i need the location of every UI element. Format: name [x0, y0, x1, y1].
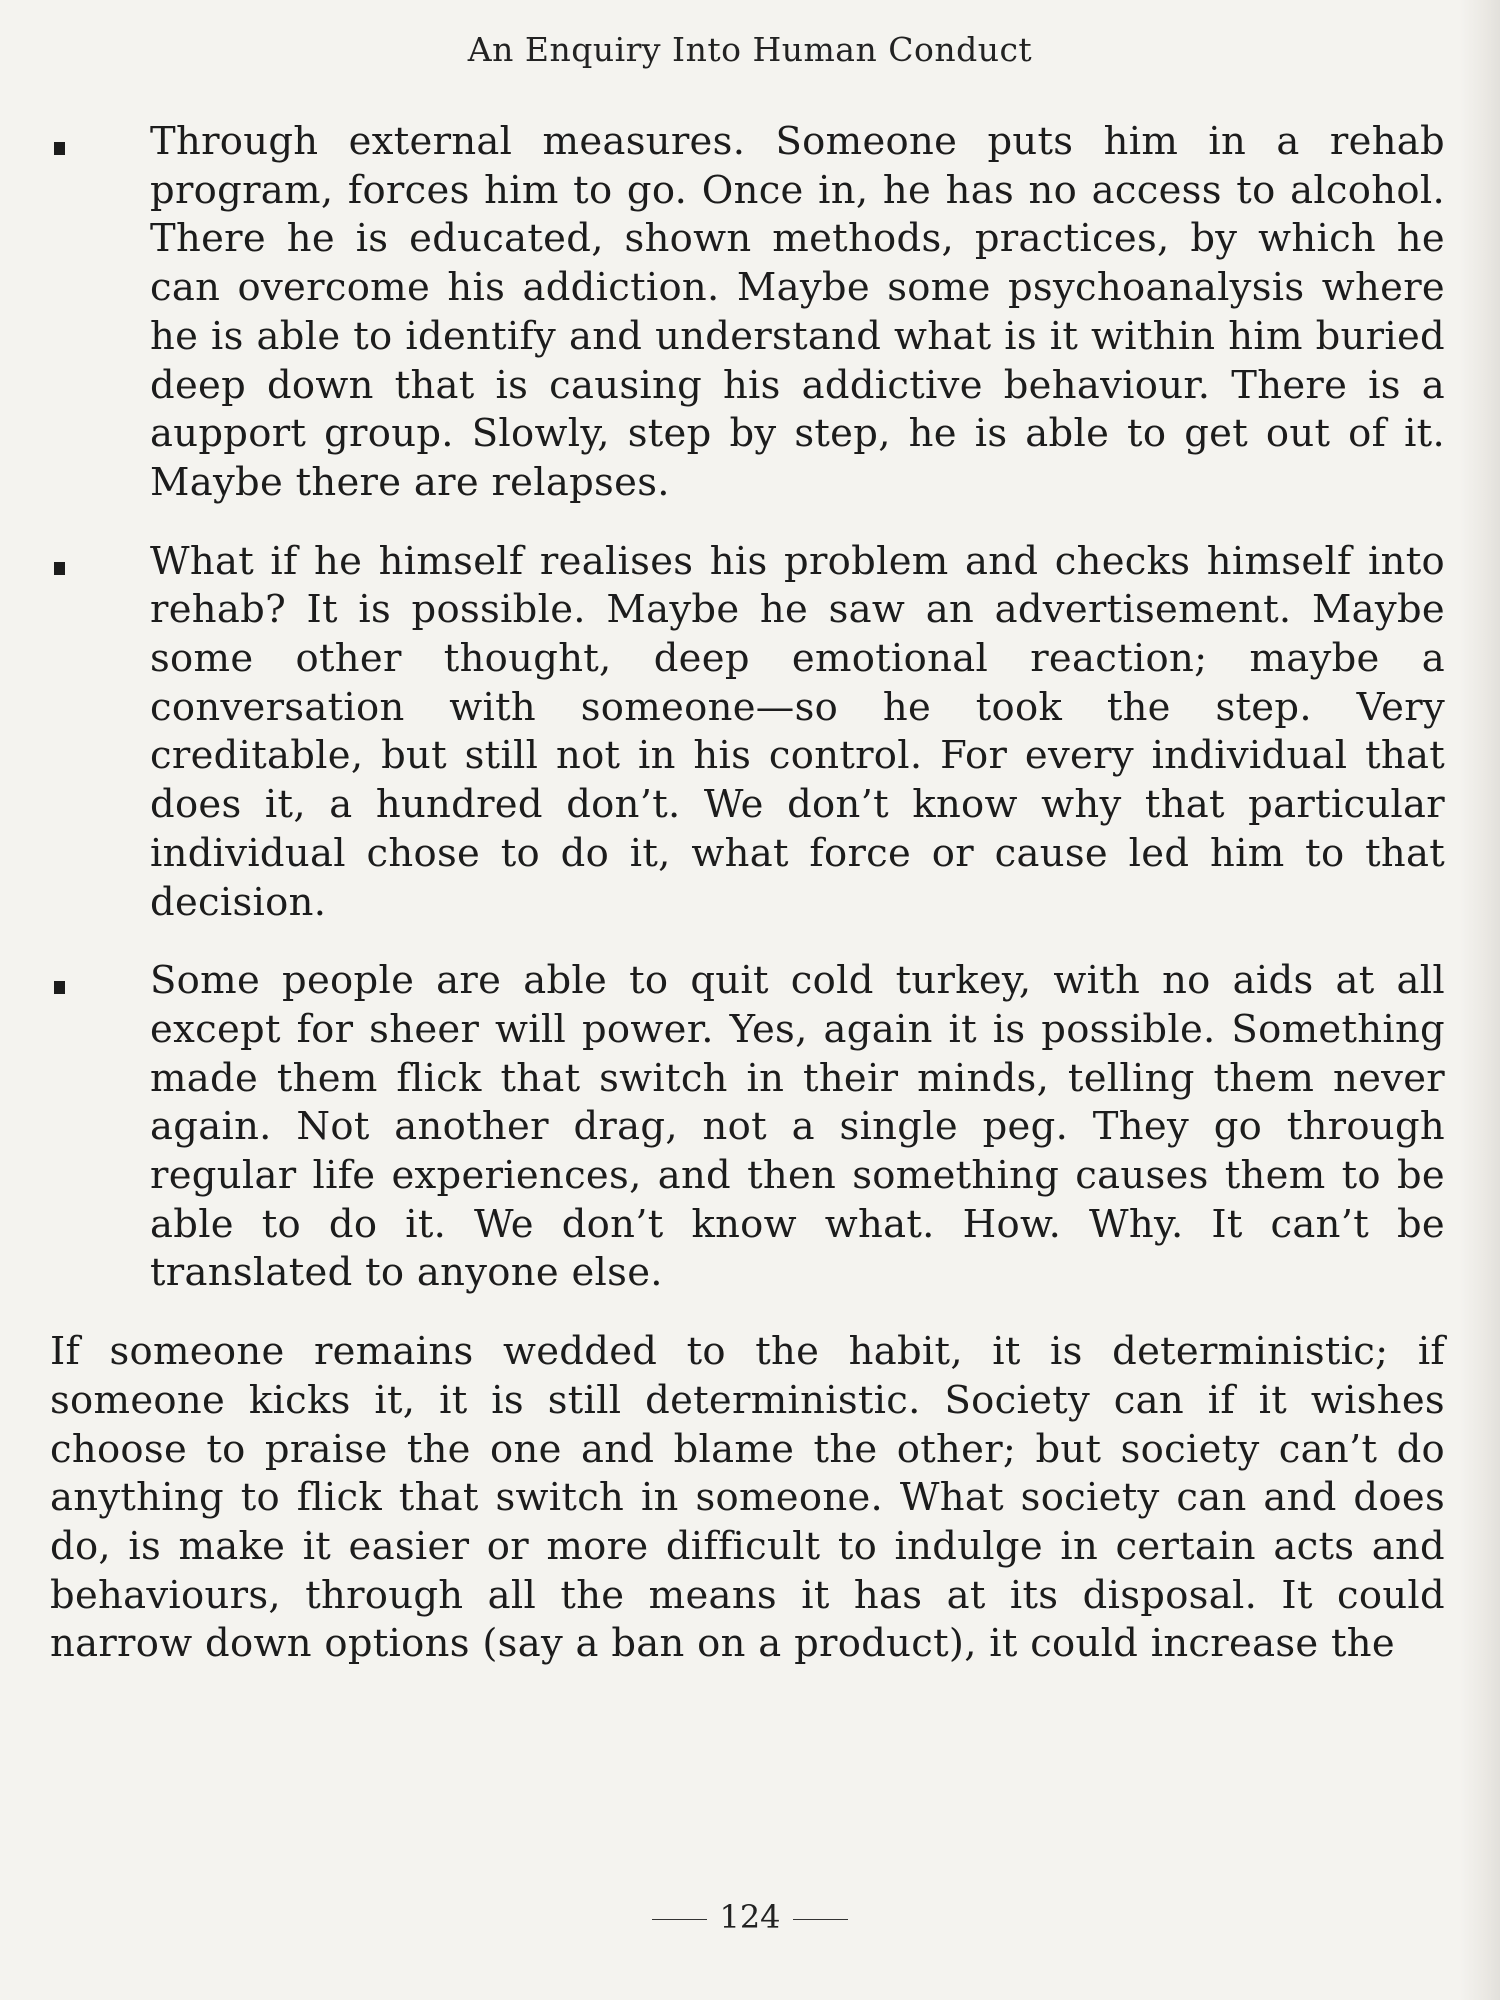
folio-rule-right — [793, 1919, 848, 1920]
page-folio — [0, 1898, 1500, 1936]
bullet-item-self-rehab — [50, 538, 1445, 928]
bullet-item-external-measures — [50, 118, 1445, 508]
bullet-text: Through external measures. Someone puts him in a rehab program, forces him to go. Once in, he has no access to alcohol. There he is educated, shown methods, practices, by which he can overcome his addiction. Maybe some psychoanalysis where he is able to identify and understand what is it within him buried deep down that is causing his addictive behaviour. There is a aupport group. Slowly, step by step, he is able to get out of it. Maybe there are relapses. — [150, 119, 1445, 505]
page-body — [50, 118, 1445, 1669]
bullet-list — [50, 118, 1445, 1298]
page-edge-shadow — [1460, 0, 1500, 2000]
bullet-text: What if he himself realises his problem and checks himself into rehab? It is possible. Maybe he saw an advertisement. Maybe some other thought, deep emotional reaction; maybe a conversation with someone—so he took the step. Very creditable, but still not in his control. For every individual that does it, a hundred don’t. We don’t know why that particular individual chose to do it, what force or cause led him to that decision. — [150, 538, 1445, 925]
page-number: 124 — [719, 1898, 781, 1936]
bullet-item-cold-turkey — [50, 957, 1445, 1298]
square-bullet-icon — [54, 142, 65, 155]
running-head-title: An Enquiry Into Human Conduct — [467, 30, 1033, 69]
body-paragraph: If someone remains wedded to the habit, it is deterministic; if someone kicks it, it is still deterministic. Society can if it wishes choose to praise the one and blame the other; but society can’t do anything to flick that switch in someone. What society can and does do, is make it easier or more difficult to indulge in certain acts and behaviours, through all the means it has at its disposal. It could narrow down options (say a ban on a product), it could increase the — [50, 1329, 1445, 1667]
square-bullet-icon — [54, 562, 65, 575]
bullet-text: Some people are able to quit cold turkey, with no aids at all except for sheer will power. Yes, again it is possible. Something made them flick that switch in their minds, telling them never again. Not another drag, not a single peg. They go through regular life experiences, and then something causes them to be able to do it. We don’t know what. How. Why. It can’t be translated to anyone else. — [150, 958, 1445, 1296]
square-bullet-icon — [54, 981, 65, 994]
folio-rule-left — [652, 1919, 707, 1920]
